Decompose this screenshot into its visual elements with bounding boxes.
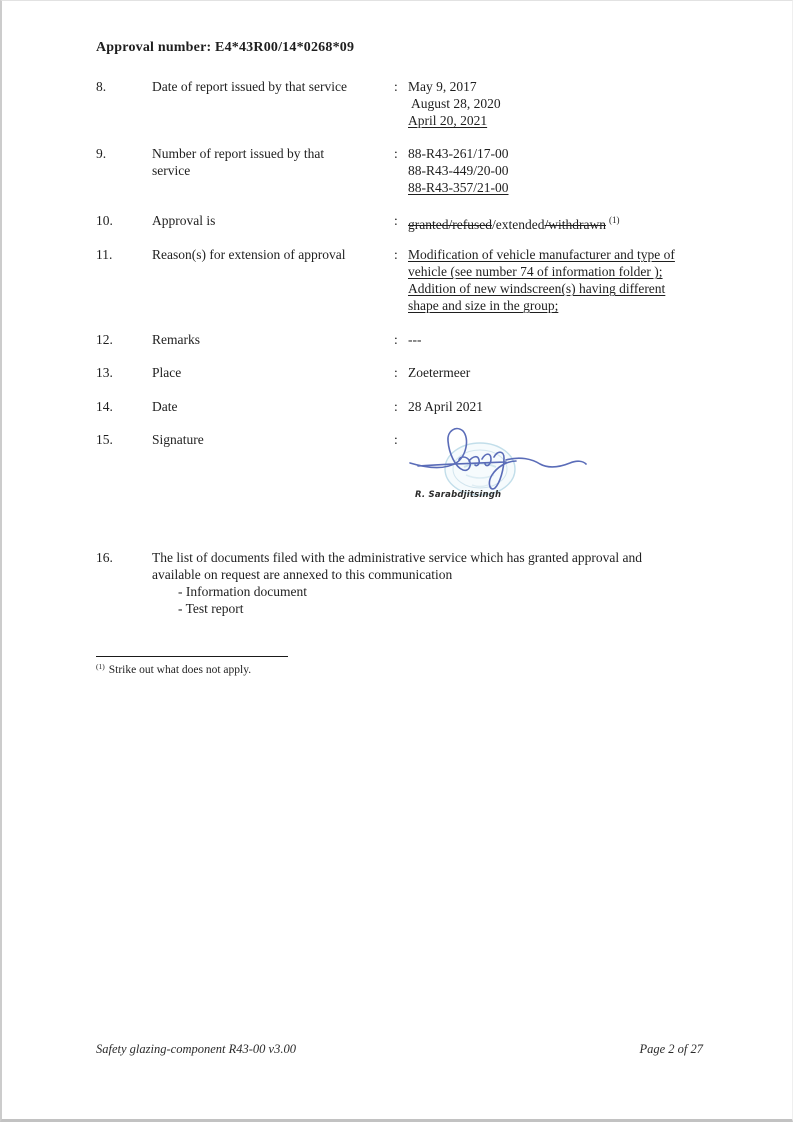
status-option-active: extended: [495, 217, 545, 232]
item-value: [408, 431, 708, 504]
item-label: [152, 331, 394, 348]
item-value: [408, 212, 708, 233]
item-number: 11.: [96, 247, 113, 262]
page-indicator: Page 2 of 27: [639, 1042, 703, 1056]
item-colon: :: [394, 247, 398, 262]
item-value-line: vehicle (see number 74 of information folder );: [408, 264, 663, 279]
status-option-struck: granted/refused: [408, 217, 492, 232]
item-colon: :: [394, 399, 398, 414]
form-item-14: [96, 398, 708, 415]
item-label-line: Remarks: [152, 332, 200, 347]
annexed-document-item: - Information document: [178, 584, 307, 599]
footnote-divider: [96, 656, 288, 657]
item-value-line: Modification of vehicle manufacturer and type of: [408, 247, 675, 262]
form-item-12: [96, 331, 708, 348]
item-value-line: ---: [408, 332, 422, 347]
form-item-13: [96, 364, 708, 381]
item-label-line: Date of report issued by that service: [152, 79, 347, 94]
approval-number-line: [96, 40, 354, 56]
item-value: [408, 331, 708, 348]
footnote-reference: (1): [608, 215, 620, 225]
item-label: [152, 145, 394, 196]
item-value: [408, 398, 708, 415]
item-colon: :: [394, 146, 398, 161]
item-text-line: The list of documents filed with the administrative service which has granted approval and: [152, 550, 642, 565]
item-value-line: Zoetermeer: [408, 365, 471, 380]
item-label: [152, 212, 394, 233]
item-label-line: Approval is: [152, 213, 216, 228]
item-label-line: Place: [152, 365, 182, 380]
form-item-11: [96, 246, 708, 314]
status-separator: /: [491, 217, 496, 232]
item-label: [152, 398, 394, 415]
item-number: 10.: [96, 213, 113, 228]
approval-number-value: E4*43R00/14*0268*09: [215, 40, 355, 55]
footnote: [96, 662, 251, 676]
signature-image: [408, 423, 588, 497]
item-number: 14.: [96, 399, 113, 414]
item-value: [408, 246, 708, 314]
item-label-line: Date: [152, 399, 178, 414]
item-value-line: May 9, 2017: [408, 79, 477, 94]
item-number: 9.: [96, 146, 107, 161]
footnote-body: Strike out what does not apply.: [108, 664, 252, 676]
item-label: [152, 78, 394, 129]
item-colon: :: [394, 79, 398, 94]
item-colon: :: [394, 365, 398, 380]
item-value-line: 88-R43-357/21-00: [408, 180, 509, 195]
item-label: [152, 431, 394, 504]
footnote-marker: (1): [96, 662, 105, 671]
signature-block: [408, 423, 588, 504]
item-colon: :: [394, 213, 398, 228]
form-item-10: [96, 212, 708, 233]
item-label-line: service: [152, 163, 191, 178]
status-option-struck: /withdrawn: [544, 217, 606, 232]
annexed-document-item: - Test report: [178, 601, 244, 616]
item-number: 12.: [96, 332, 113, 347]
item-label-line: Signature: [152, 432, 204, 447]
item-label: [152, 246, 394, 314]
item-text: [152, 549, 708, 617]
approval-status-line: [408, 212, 708, 233]
item-number: 13.: [96, 365, 113, 380]
approval-number-label: Approval number:: [96, 40, 212, 55]
item-value-line: 88-R43-261/17-00: [408, 146, 509, 161]
page-footer: [96, 1042, 703, 1057]
item-number: 8.: [96, 79, 107, 94]
item-colon: :: [394, 332, 398, 347]
item-text-line: available on request are annexed to this communication: [152, 567, 453, 582]
item-value: [408, 145, 708, 196]
item-value-line: shape and size in the group;: [408, 298, 559, 313]
form-item-9: [96, 145, 708, 196]
item-label: [152, 364, 394, 381]
signatory-name: R. Sarabdjitsingh: [415, 490, 502, 500]
item-value-line: August 28, 2020: [411, 96, 501, 111]
footer-document-id: Safety glazing-component R43-00 v3.00: [96, 1042, 296, 1056]
item-value-line: 28 April 2021: [408, 399, 484, 414]
item-value: [408, 364, 708, 381]
item-number: 15.: [96, 432, 113, 447]
form-item-15: [96, 431, 708, 504]
item-label-line: Number of report issued by that: [152, 146, 325, 161]
item-value-line: April 20, 2021: [408, 113, 488, 128]
item-value-line: 88-R43-449/20-00: [408, 163, 509, 178]
item-value: [408, 78, 708, 129]
item-number: 16.: [96, 550, 113, 565]
item-value-line: Addition of new windscreen(s) having different: [408, 281, 666, 296]
item-label-line: Reason(s) for extension of approval: [152, 247, 346, 262]
form-item-8: [96, 78, 708, 129]
form-item-16: [96, 549, 708, 617]
item-colon: :: [394, 432, 398, 447]
